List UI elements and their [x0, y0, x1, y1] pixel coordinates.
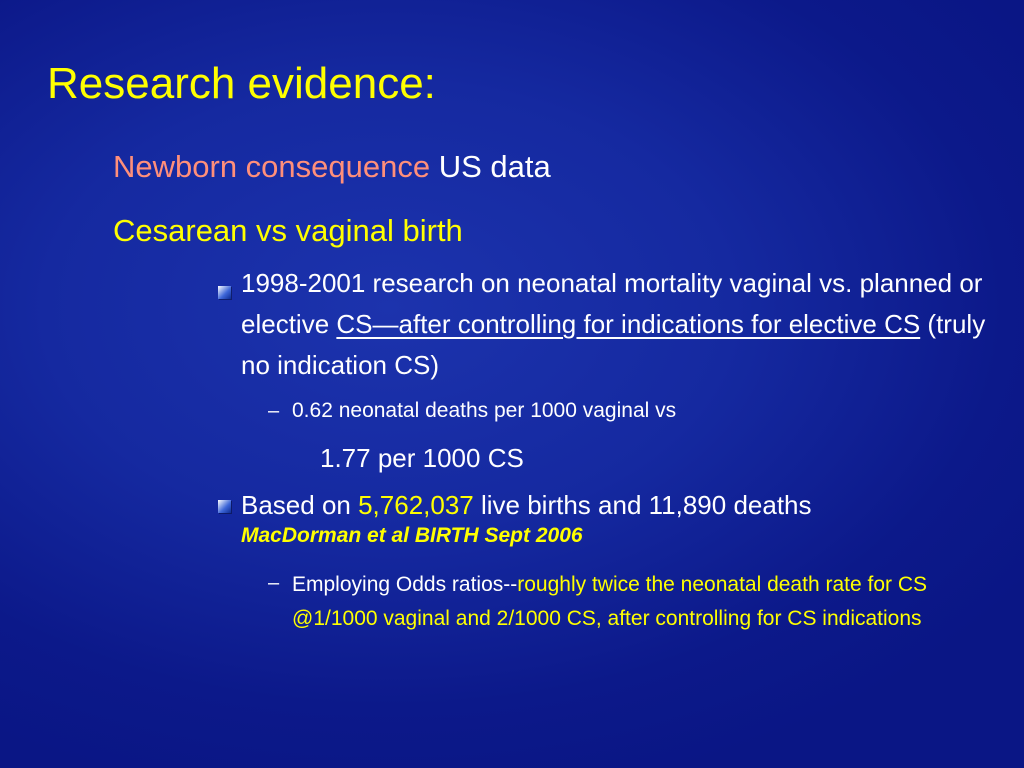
- sub-bullet-odds-ratios: [292, 568, 1017, 636]
- bullet-based-on-births: [241, 485, 1016, 547]
- subtitle-rest: US data: [430, 149, 551, 184]
- bullet2-rest: live births and 11,890 deaths: [473, 490, 812, 520]
- bullet2-lead: Based on: [241, 490, 359, 520]
- slide-title: Research evidence:: [47, 59, 436, 108]
- square-bullet-icon: [218, 286, 231, 299]
- bullet-research-1998-2001: [241, 263, 1016, 386]
- bullet2-number: 5,762,037: [358, 490, 474, 520]
- bullet1-tail: (truly no indication CS): [241, 309, 986, 380]
- sub-bullet-odds-finding: roughly twice the neonatal death rate for CS @1/1000 vaginal and 2/1000 CS, after controlling for CS indications: [292, 573, 927, 630]
- citation: MacDorman et al BIRTH Sept 2006: [241, 524, 583, 547]
- sub-bullet-continuation: 1.77 per 1000 CS: [320, 443, 524, 473]
- bullet1-underlined: CS—after controlling for indications for elective CS: [336, 309, 921, 339]
- sub-bullet-odds-lead: Employing Odds ratios--: [292, 573, 518, 596]
- subtitle-highlight: Newborn consequence: [113, 149, 431, 184]
- sub-bullet-dash: –: [268, 572, 280, 594]
- sub-bullet-death-rates: 0.62 neonatal deaths per 1000 vaginal vs: [292, 399, 677, 422]
- subtitle-cesarean-vs-vaginal: Cesarean vs vaginal birth: [113, 213, 463, 248]
- sub-bullet-dash: –: [268, 400, 280, 422]
- subtitle-newborn-consequence: [113, 147, 551, 187]
- bullet1-lead: 1998-2001 research on neonatal mortality vaginal vs. planned or elective: [241, 268, 983, 339]
- square-bullet-icon: [218, 500, 231, 513]
